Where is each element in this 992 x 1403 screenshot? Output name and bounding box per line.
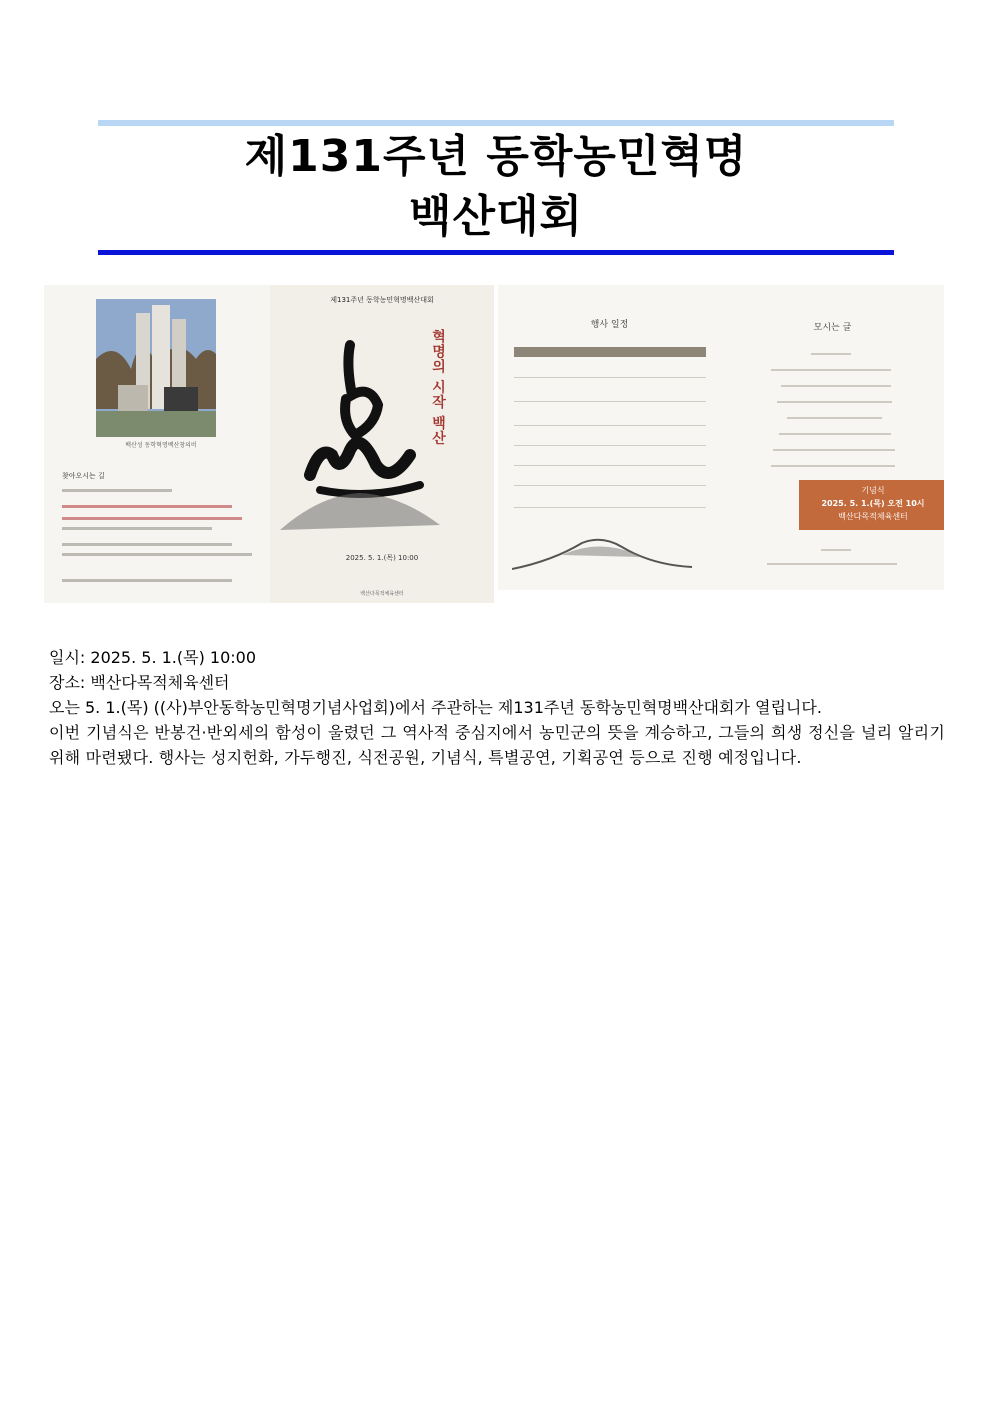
schedule-title: 행사 일정 xyxy=(590,320,629,330)
directions-text-line xyxy=(62,505,232,508)
invitation-text-line xyxy=(773,449,895,451)
event-poster-image xyxy=(44,285,494,603)
poster-left-panel xyxy=(44,285,270,603)
schedule-table-header xyxy=(514,347,706,357)
ceremony-label: 기념식 xyxy=(861,486,885,495)
title-bottom-rule xyxy=(98,250,894,255)
schedule-row-divider xyxy=(514,507,706,508)
schedule-row-divider xyxy=(514,445,706,446)
schedule-row-divider xyxy=(514,401,706,402)
invitation-text-line xyxy=(767,563,897,565)
event-intro-sentence: 오는 5. 1.(목) ((사)부안동학농민혁명기념사업회)에서 주관하는 제131주년 동학농민혁명백산대회가 열립니다. xyxy=(49,698,822,717)
directions-title: 찾아오시는 길 xyxy=(62,472,105,480)
monument-photo xyxy=(96,299,216,437)
photo-caption: 백산성 동학혁명백산창의비 xyxy=(125,442,197,449)
invitation-text-line xyxy=(811,353,851,355)
page-title xyxy=(98,128,894,246)
invitation-text-line xyxy=(779,433,891,435)
title-block xyxy=(98,120,894,255)
invitation-text-line xyxy=(821,549,851,551)
schedule-panel xyxy=(498,285,721,590)
directions-text-line xyxy=(62,543,232,546)
schedule-row-divider xyxy=(514,485,706,486)
directions-text-line xyxy=(62,489,172,492)
invitation-text-line xyxy=(771,369,891,371)
event-info xyxy=(49,645,945,770)
directions-text-line xyxy=(62,517,242,520)
poster-date: 2025. 5. 1.(목) 10:00 xyxy=(345,554,419,562)
title-top-rule xyxy=(98,120,894,126)
schedule-row-divider xyxy=(514,377,706,378)
poster-top-title: 제131주년 동학농민혁명백산대회 xyxy=(330,296,434,304)
poster-vertical-slogan: 혁명의 시작 백산 xyxy=(430,329,446,446)
invitation-text-line xyxy=(771,465,895,467)
title-line-1: 제131주년 동학농민혁명 xyxy=(244,131,748,182)
directions-text-line xyxy=(62,553,252,556)
poster-venue: 백산다목적체육센터 xyxy=(360,591,404,597)
ceremony-box xyxy=(799,480,944,530)
poster-right-panel xyxy=(270,285,494,603)
ceremony-venue: 백산다목적체육센터 xyxy=(838,512,908,521)
invitation-text-line xyxy=(781,385,891,387)
event-description: 이번 기념식은 반봉건·반외세의 함성이 울렸던 그 역사적 중심지에서 농민군의 뜻을 계승하고, 그들의 희생 정신을 널리 알리기 위해 마련됐다. 행사는 성지헌화, 가두행진, 식전공원, 기념식, 특별공연, 기획공연 등으로 진행 예정입니다. xyxy=(49,723,945,767)
directions-text-line xyxy=(62,527,212,530)
invitation-text-line xyxy=(777,401,892,403)
invitation-title: 모시는 글 xyxy=(813,323,852,333)
invitation-text-line xyxy=(787,417,882,419)
calligraphy-artwork xyxy=(280,325,440,535)
title-line-2: 백산대회 xyxy=(408,191,583,242)
directions-text-line xyxy=(62,579,232,582)
mountain-sketch xyxy=(512,521,692,581)
schedule-row-divider xyxy=(514,425,706,426)
event-date-line: 일시: 2025. 5. 1.(목) 10:00 xyxy=(49,648,257,667)
event-place-line: 장소: 백산다목적체육센터 xyxy=(49,673,230,692)
ceremony-time: 2025. 5. 1.(목) 오전 10시 xyxy=(821,499,925,508)
invitation-panel xyxy=(721,285,944,590)
event-schedule-image xyxy=(498,285,944,590)
schedule-row-divider xyxy=(514,465,706,466)
